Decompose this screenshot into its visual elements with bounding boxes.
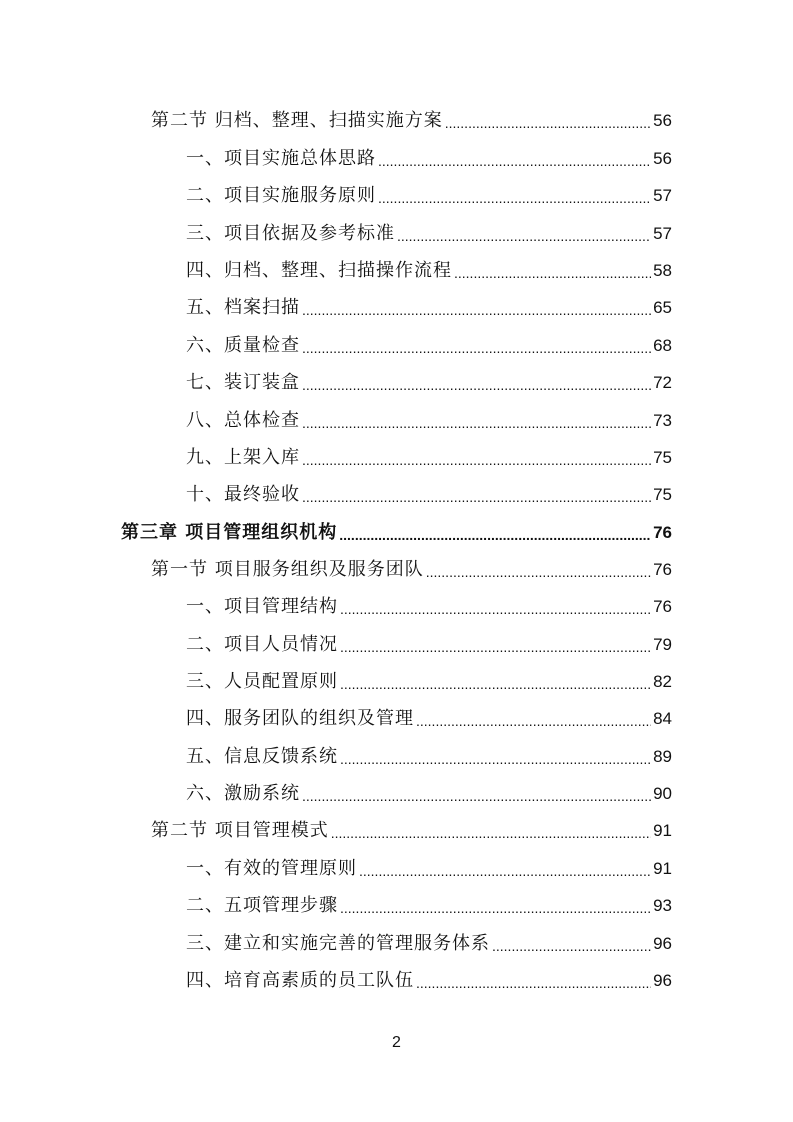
toc-entry-page: 89	[653, 747, 672, 766]
toc-entry-page: 72	[653, 373, 672, 392]
toc-entry-title: 八、总体检查	[186, 410, 300, 431]
toc-entry-title: 二、五项管理步骤	[186, 895, 338, 916]
toc-entry-title: 三、项目依据及参考标准	[186, 223, 395, 244]
toc-entry-item[interactable]	[186, 779, 672, 805]
toc-entry-item[interactable]	[186, 704, 672, 730]
toc-entry-item[interactable]	[186, 592, 672, 618]
toc-leader-dots	[378, 152, 651, 170]
toc-entry-item[interactable]	[186, 443, 672, 469]
toc-entry-page: 65	[653, 298, 672, 317]
toc-entry-item[interactable]	[186, 630, 672, 656]
toc-entry-title: 一、有效的管理原则	[186, 858, 357, 879]
toc-entry-page: 96	[653, 934, 672, 953]
toc-entry-page: 58	[653, 261, 672, 280]
toc-entry-title: 第一节 项目服务组织及服务团队	[151, 559, 424, 580]
toc-entry-item[interactable]	[186, 293, 672, 319]
toc-entry-page: 91	[653, 859, 672, 878]
toc-entry-section[interactable]	[151, 106, 672, 132]
toc-entry-title: 三、人员配置原则	[186, 671, 338, 692]
toc-leader-dots	[302, 414, 651, 432]
toc-entry-item[interactable]	[186, 256, 672, 282]
toc-leader-dots	[454, 264, 651, 282]
toc-entry-item[interactable]	[186, 480, 672, 506]
toc-leader-dots	[426, 563, 651, 581]
toc-leader-dots	[340, 675, 651, 693]
toc-entry-page: 56	[653, 111, 672, 130]
toc-entry-page: 91	[653, 821, 672, 840]
toc-entry-page: 76	[653, 560, 672, 579]
toc-entry-title: 六、质量检查	[186, 335, 300, 356]
toc-entry-item[interactable]	[186, 929, 672, 955]
toc-entry-page: 56	[653, 149, 672, 168]
toc-entry-page: 79	[653, 635, 672, 654]
toc-entry-title: 二、项目实施服务原则	[186, 185, 376, 206]
toc-entry-page: 93	[653, 896, 672, 915]
toc-leader-dots	[340, 638, 651, 656]
toc-entry-item[interactable]	[186, 742, 672, 768]
toc-entry-item[interactable]	[186, 144, 672, 170]
toc-leader-dots	[397, 227, 651, 245]
toc-entry-title: 五、信息反馈系统	[186, 746, 338, 767]
toc-entry-chapter[interactable]	[121, 518, 672, 544]
toc-entry-title: 三、建立和实施完善的管理服务体系	[186, 933, 490, 954]
page-number: 2	[392, 1034, 401, 1051]
toc-entry-page: 75	[653, 448, 672, 467]
toc-leader-dots	[416, 974, 651, 992]
toc-entry-page: 82	[653, 672, 672, 691]
toc-entry-title: 一、项目实施总体思路	[186, 148, 376, 169]
toc-leader-dots	[302, 451, 651, 469]
toc-entry-section[interactable]	[151, 555, 672, 581]
toc-leader-dots	[340, 750, 651, 768]
toc-entry-title: 四、服务团队的组织及管理	[186, 708, 414, 729]
toc-entry-item[interactable]	[186, 891, 672, 917]
toc-entry-page: 96	[653, 971, 672, 990]
toc-entry-title: 六、激励系统	[186, 783, 300, 804]
toc-leader-dots	[302, 488, 651, 506]
toc-leader-dots	[302, 339, 651, 357]
toc-entry-title: 五、档案扫描	[186, 297, 300, 318]
toc-leader-dots	[378, 189, 651, 207]
toc-entry-title: 四、归档、整理、扫描操作流程	[186, 260, 452, 281]
toc-entry-page: 76	[653, 523, 672, 542]
toc-leader-dots	[302, 301, 651, 319]
toc-entry-item[interactable]	[186, 181, 672, 207]
toc-entry-title: 第二节 归档、整理、扫描实施方案	[151, 110, 443, 131]
toc-entry-page: 57	[653, 224, 672, 243]
toc-entry-page: 76	[653, 597, 672, 616]
toc-entry-title: 九、上架入库	[186, 447, 300, 468]
toc-entry-page: 73	[653, 411, 672, 430]
toc-leader-dots	[302, 376, 651, 394]
toc-entry-section[interactable]	[151, 816, 672, 842]
toc-entry-title: 一、项目管理结构	[186, 596, 338, 617]
toc-leader-dots	[340, 899, 651, 917]
toc-leader-dots	[492, 937, 651, 955]
toc-entry-item[interactable]	[186, 966, 672, 992]
toc-entry-title: 四、培育高素质的员工队伍	[186, 970, 414, 991]
toc-entry-title: 二、项目人员情况	[186, 634, 338, 655]
toc-leader-dots	[331, 824, 651, 842]
toc-leader-dots	[359, 862, 651, 880]
toc-entry-title: 第三章 项目管理组织机构	[121, 522, 338, 543]
toc-entry-page: 84	[653, 709, 672, 728]
toc-entry-title: 十、最终验收	[186, 484, 300, 505]
toc-entry-page: 68	[653, 336, 672, 355]
toc-leader-dots	[340, 600, 651, 618]
toc-leader-dots	[416, 712, 651, 730]
toc-entry-item[interactable]	[186, 331, 672, 357]
toc-entry-item[interactable]	[186, 854, 672, 880]
toc-entry-item[interactable]	[186, 406, 672, 432]
toc-entry-title: 第二节 项目管理模式	[151, 820, 329, 841]
toc-leader-dots	[302, 787, 651, 805]
toc-entry-item[interactable]	[186, 667, 672, 693]
toc-entry-item[interactable]	[186, 368, 672, 394]
toc-entry-title: 七、装订装盒	[186, 372, 300, 393]
toc-entry-item[interactable]	[186, 219, 672, 245]
toc-entry-page: 90	[653, 784, 672, 803]
toc-entry-page: 75	[653, 485, 672, 504]
toc-entry-page: 57	[653, 186, 672, 205]
toc-leader-dots	[339, 526, 651, 544]
toc-leader-dots	[445, 114, 651, 132]
